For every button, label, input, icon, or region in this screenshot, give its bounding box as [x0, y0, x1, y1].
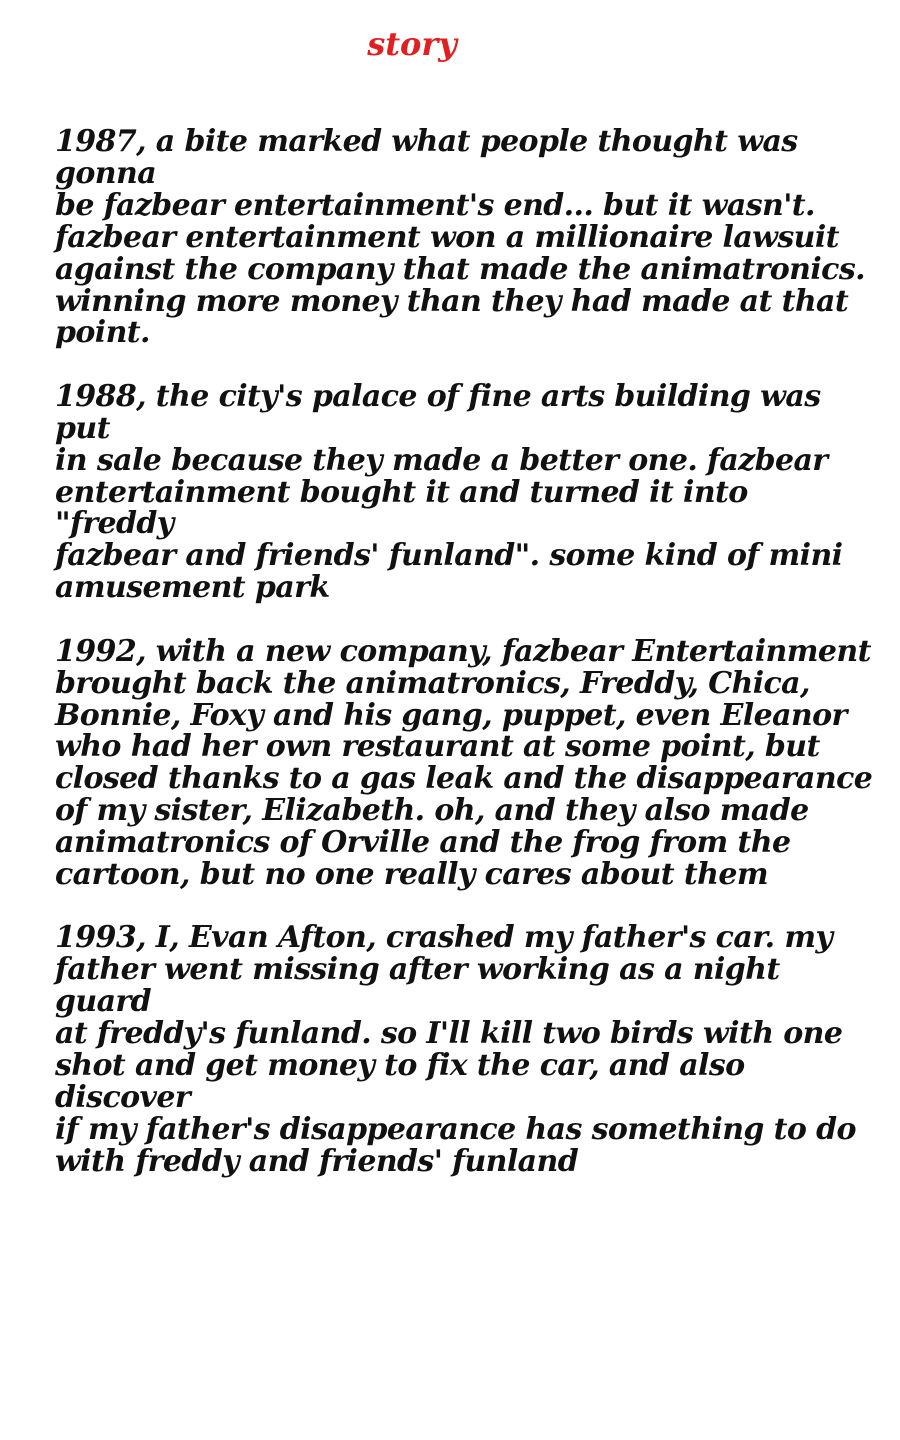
- story-paragraph-1987: 1987, a bite marked what people thought was gonna be fazbear entertainment's end... but it wasn't. fazbear entertainment won a millionaire lawsuit against the company that made the animatronics. winning more money than they had made at that point.: [55, 124, 865, 351]
- story-paragraph-1993: 1993, I, Evan Afton, crashed my father's car. my father went missing after working as a night guard at freddy's funland. so I'll kill two birds with one shot and get money to fix the car, and also discover if my father's disappearance has something to do with freddy and friends' funland: [55, 920, 856, 1179]
- page-title: story: [367, 25, 457, 63]
- story-body: [55, 126, 875, 1209]
- story-paragraph-1988: 1988, the city's palace of fine arts building was put in sale because they made a better one. fazbear entertainment bought it and turned it into "freddy fazbear and friends' funland". some kind of mini amusement park: [55, 378, 843, 606]
- story-paragraph-1992: 1992, with a new company, fazbear Entertainment brought back the animatronics, Freddy, Chica, Bonnie, Foxy and his gang, puppet, even Eleanor who had her own restaurant at some point, but closed thanks to a gas leak and the disappearance of my sister, Elizabeth. oh, and they also made animatronics of Orville and the frog from the cartoon, but no one really cares about them: [55, 633, 873, 893]
